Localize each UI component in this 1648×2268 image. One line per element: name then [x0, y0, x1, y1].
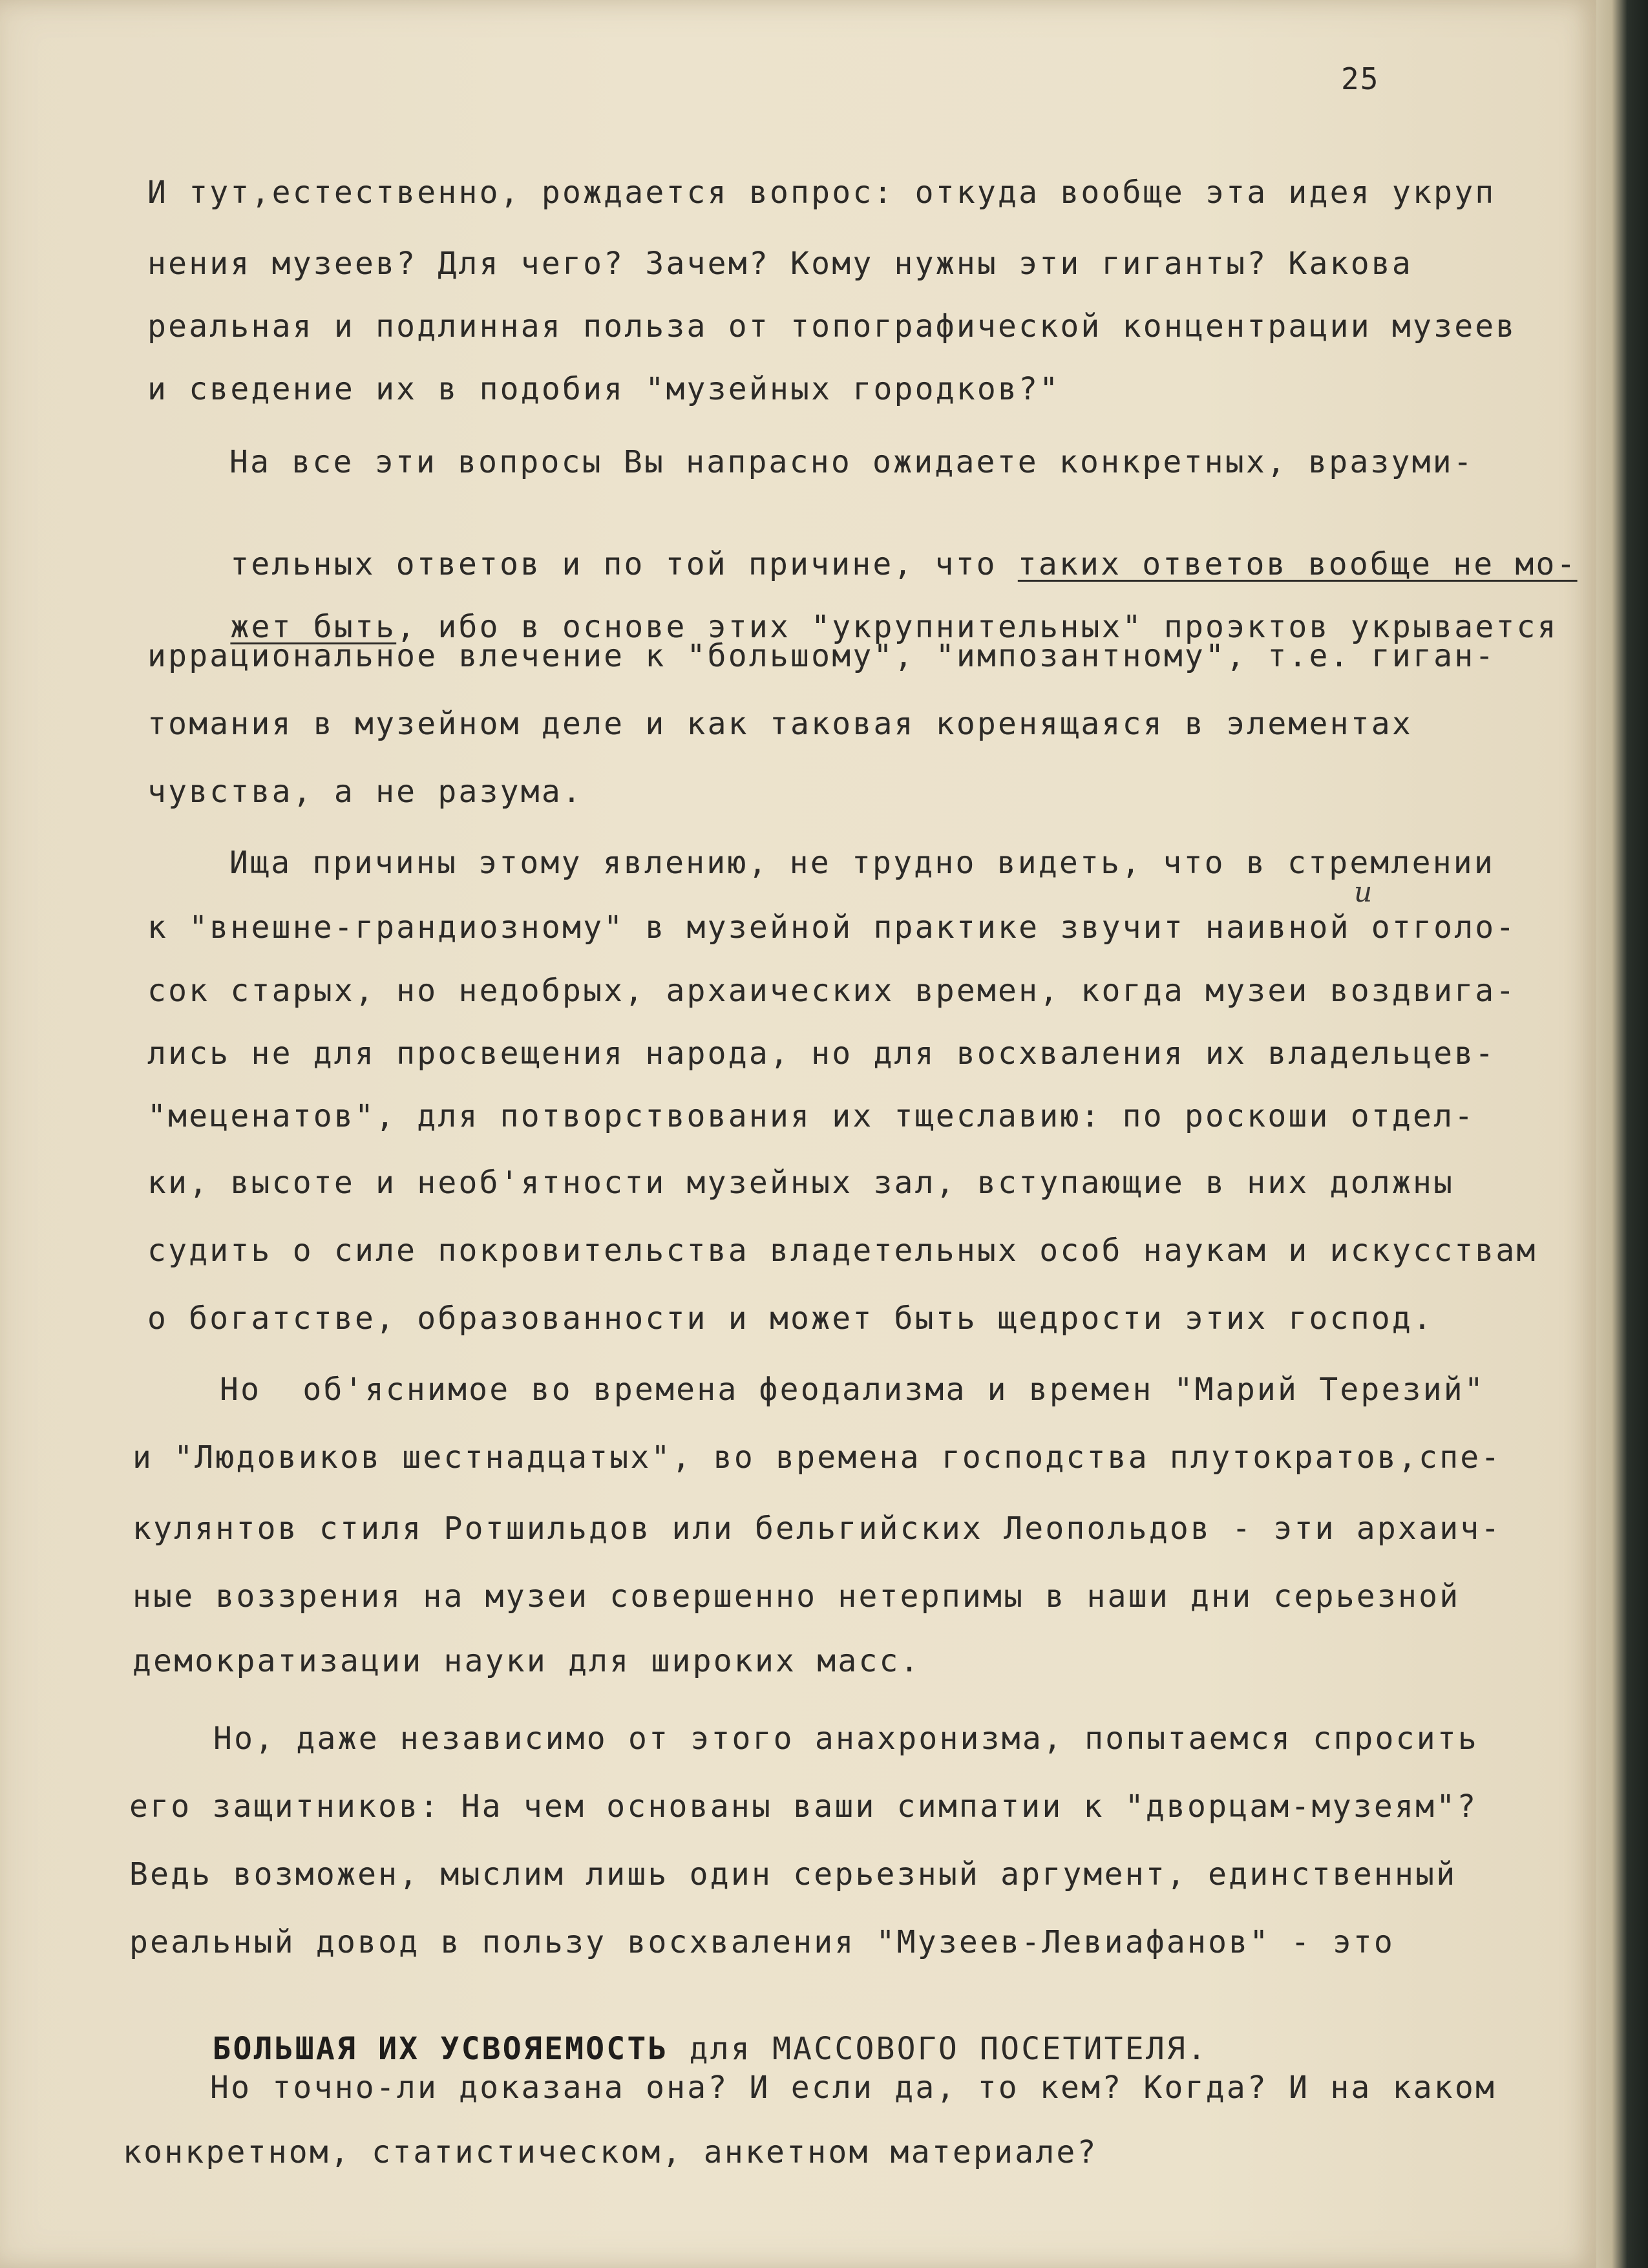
text-line: нения музеев? Для чего? Зачем? Кому нужны эти гиганты? Какова: [147, 246, 1413, 282]
text-line: о богатстве, образованности и может быть щедрости этих господ.: [147, 1300, 1434, 1337]
underlined-text: жет быть: [230, 609, 397, 645]
line-segment: , ибо в основе этих "укрупнительных" проэктов укрывается: [396, 609, 1558, 645]
text-line: демократизации науки для широких масс.: [132, 1643, 921, 1679]
text-line: "меценатов", для потворствования их тщеславию: по роскоши отдел-: [147, 1098, 1475, 1134]
scan-edge: [1596, 0, 1648, 2268]
text-line: ные воззрения на музеи совершенно нетерпимы в наши дни серьезной: [132, 1578, 1461, 1615]
text-line: и сведение их в подобия "музейных городков?": [147, 371, 1061, 407]
text-line: Ведь возможен, мыслим лишь один серьезный аргумент, единственный: [129, 1856, 1457, 1892]
text-line: реальная и подлинная польза от топографической концентрации музеев: [147, 308, 1517, 344]
text-line: Ища причины этому явлению, не трудно видеть, что в стремлении: [229, 845, 1495, 881]
text-line: сок старых, но недобрых, архаических времен, когда музеи воздвига-: [147, 973, 1517, 1009]
text-line: ки, высоте и необ'ятности музейных зал, вступающие в них должны: [147, 1165, 1455, 1201]
handwritten-correction: и: [1354, 876, 1373, 909]
text-line: томания в музейном деле и как таковая коренящаяся в элементах: [147, 706, 1413, 742]
text-line: судить о силе покровительства владетельных особ наукам и искусствам: [147, 1233, 1537, 1269]
line-segment: тельных ответов и по той причине, что: [230, 546, 1018, 582]
text-line: реальный довод в пользу восхваления "Музеев-Левиафанов" - это: [129, 1924, 1395, 1960]
text-line: Но точно-ли доказана она? И если да, то кем? Когда? И на каком: [210, 2070, 1497, 2106]
text-line: кулянтов стиля Ротшильдов или бельгийских Леопольдов - эти архаич-: [132, 1510, 1502, 1547]
text-line: чувства, а не разума.: [147, 774, 584, 810]
text-line: лись не для просвещения народа, но для восхваления их владельцев-: [147, 1035, 1496, 1072]
text-line: И тут,естественно, рождается вопрос: откуда вообще эта идея укруп: [147, 175, 1496, 211]
text-line: его защитников: На чем основаны ваши симпатии к "дворцам-музеям"?: [129, 1788, 1478, 1825]
text-line: к "внешне-грандиозному" в музейной практике звучит наивной отголо-: [147, 909, 1517, 946]
emphasized-text: БОЛЬШАЯ ИХ УСВОЯЕМОСТЬ: [212, 2031, 669, 2067]
text-line: На все эти вопросы Вы напрасно ожидаете конкретных, вразуми-: [229, 444, 1474, 480]
text-line: и "Людовиков шестнадцатых", во времена господства плутократов,спе-: [132, 1439, 1502, 1476]
text-line: Но об'яснимое во времена феодализма и времен "Марий Терезий": [220, 1372, 1486, 1408]
underlined-text: таких ответов вообще не мо-: [1017, 546, 1578, 582]
text-line: иррациональное влечение к "большому", "импозантному", т.е. гиган-: [147, 638, 1496, 674]
text-line: Но, даже независимо от этого анахронизма, попытаемся спросить: [213, 1721, 1479, 1757]
text-line: конкретном, статистическом, анкетном материале?: [123, 2134, 1098, 2170]
page-number: 25: [1341, 61, 1380, 96]
line-segment: для МАССОВОГО ПОСЕТИТЕЛЯ.: [668, 2031, 1209, 2067]
